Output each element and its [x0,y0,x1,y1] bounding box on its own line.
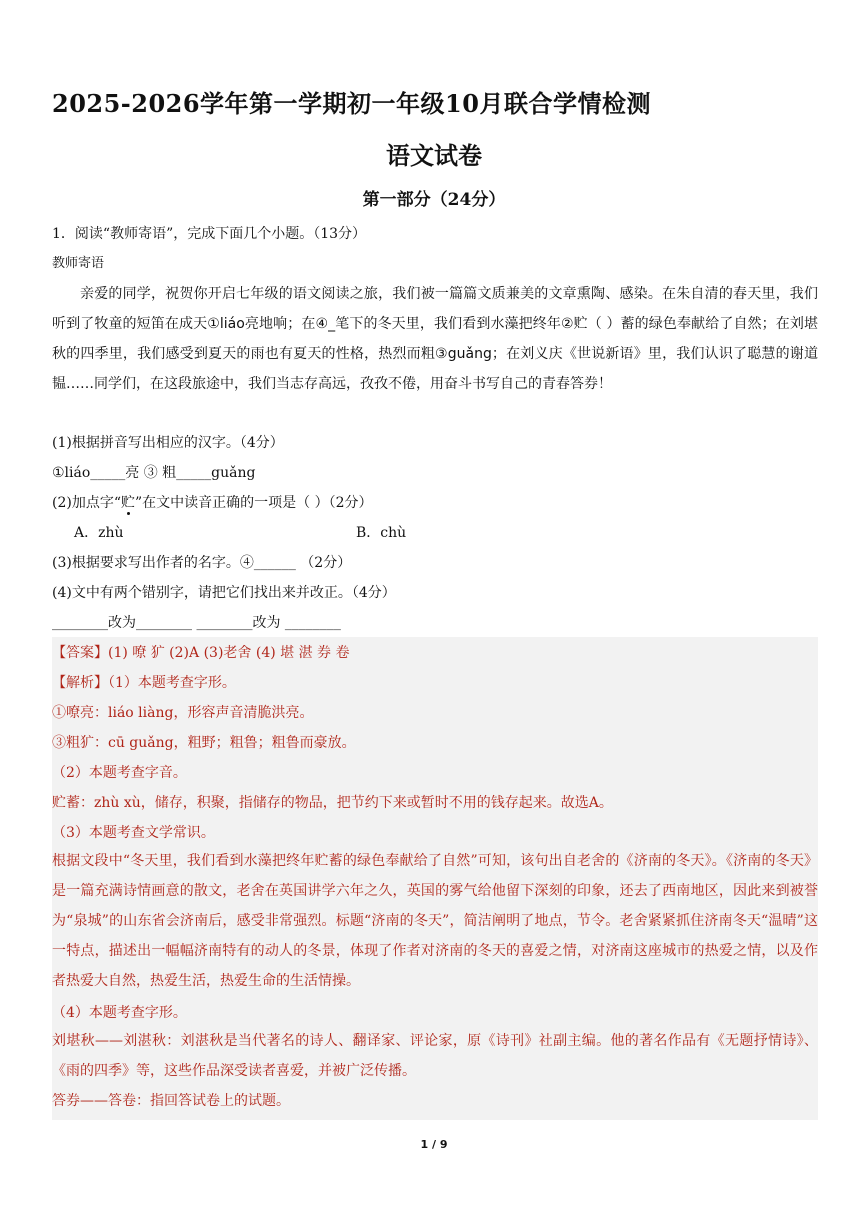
subquestion-1-blanks: ①liáo_____亮 ③ 粗_____guǎng [52,465,256,481]
subquestion-2-pre: (2)加点字“ [52,495,121,511]
passage-title: 教师寄语 [52,256,105,271]
analysis-subheading: （2）本题考查字音。 [52,765,187,781]
analysis-paragraph: 根据文段中“冬天里，我们看到水藻把终年贮蓄的绿色奉献给了自然”可知，该句出自老舍的《济南的冬天》。《济南的冬天》是一篇充满诗情画意的散文，老舍在英国讲学六年之久，英国的雾气给他留下深刻的印象，还去了西南地区，因此来到被誉为“泉城”的山东省会济南后，感受非常强烈。标题“济南的冬天”，简洁阐明了地点，节令。老舍紧紧抓住济南冬天“温晴”这一特点，描述出一幅幅济南特有的动人的冬景，体现了作者对济南的冬天的喜爱之情，对济南这座城市的热爱之情，以及作者热爱大自然，热爱生活，热爱生命的生活情操。 [52,853,818,989]
page-number: 1 / 9 [420,1138,448,1151]
subquestion-3: (3)根据要求写出作者的名字。④______ （2分） [52,555,352,571]
analysis-line: 贮蓄：zhù xù，储存，积聚，指储存的物品，把节约下来或暂时不用的钱存起来。故选A。 [52,795,613,811]
analysis-paragraph: 刘堪秋——刘湛秋：刘湛秋是当代著名的诗人、翻译家、评论家，原《诗刊》社副主编。他的著名作品有《无题抒情诗》、《雨的四季》等，这些作品深受读者喜爱，并被广泛传播。 [52,1033,818,1079]
dotted-char: 贮 [121,495,135,511]
analysis-heading: 【解析】（1）本题考查字形。 [52,675,236,691]
analysis-line: 答券——答卷：指回答试卷上的试题。 [52,1093,290,1109]
subquestion-4: (4)文中有两个错别字，请把它们找出来并改正。（4分） [52,585,396,601]
analysis-line: ①嘹亮：liáo liàng，形容声音清脆洪亮。 [52,705,314,721]
passage-paragraph: 亲爱的同学，祝贺你开启七年级的语文阅读之旅，我们被一篇篇文质兼美的文章熏陶、感染。在朱自清的春天里，我们听到了牧童的短笛在成天①liáo亮地响；在④_笔下的冬天里，我们看到水藻把终年②贮（ ）蓄的绿色奉献给了自然；在刘堪秋的四季里，我们感受到夏天的雨也有夏天的性格，热烈而粗③guǎng；在刘义庆《世说新语》里，我们认识了聪慧的谢道韫……同学们，在这段旅途中，我们当志存高远，孜孜不倦，用奋斗书写自己的青春答券！ [52,286,818,392]
analysis-line: ③粗犷：cū guǎng，粗野；粗鲁；粗鲁而豪放。 [52,735,356,751]
answer-line: 【答案】(1) 嘹 犷 (2)A (3)老舍 (4) 堪 湛 券 卷 [52,645,350,661]
option-a: A．zhù [74,525,124,541]
passage-text [52,279,818,399]
analysis-subheading: （3）本题考查文学常识。 [52,825,215,841]
exam-title: 2025-2026学年第一学期初一年级10月联合学情检测 [52,89,651,118]
subquestion-4-blanks: ________改为________ ________改为 ________ [52,615,341,631]
question-stem: 1．阅读“教师寄语”，完成下面几个小题。（13分） [52,226,367,242]
option-b: B．chù [356,525,407,541]
exam-subtitle: 语文试卷 [386,141,482,170]
analysis-subheading: （4）本题考查字形。 [52,1005,187,1021]
subquestion-1: (1)根据拼音写出相应的汉字。（4分） [52,435,284,451]
part-heading: 第一部分（24分） [362,190,506,210]
subquestion-2-post: ”在文中读音正确的一项是（ ）（2分） [135,495,373,511]
subquestion-2 [52,493,373,513]
